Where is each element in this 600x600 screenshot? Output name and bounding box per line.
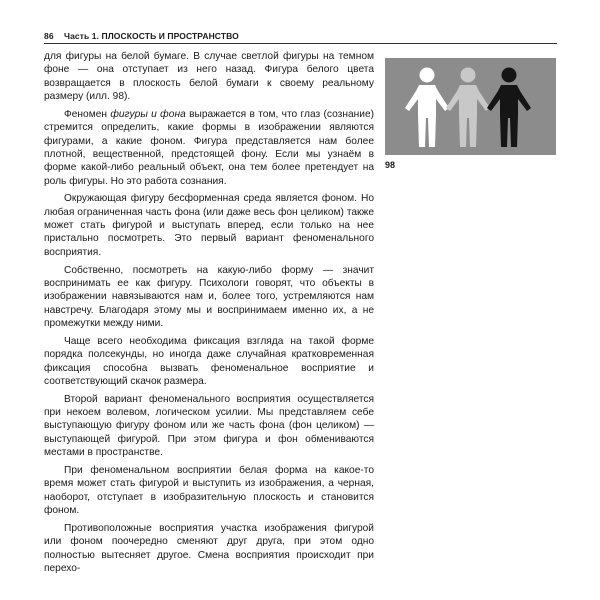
paragraph-2	[44, 108, 374, 188]
body-text	[44, 50, 374, 575]
running-header	[44, 31, 556, 43]
figures-svg	[385, 58, 556, 155]
figure-caption: 98	[385, 160, 396, 170]
paragraph-2-rest: выражается в том, что глаз (сознание) стремится определить, какие формы в изображении являются фигурами, а какие фоном. Фигура представляется нам более плотной, вещественной, предстоящей фону. Если мы узнаём в форме какой-либо реальный объект, она тем более претендует на роль фигуры. Но это работа сознания.	[44, 108, 374, 187]
paragraph-4: Собственно, посмотреть на какую-либо форму — значит воспринимать ее как фигуру. Психологи говорят, что объекты в изображении навязываются нам и, более того, устремляются нам навстречу. Благодаря этому мы и воспринимаем именно их, а не промежутки между ними.	[44, 264, 374, 330]
illustration-figure-ground	[385, 58, 556, 155]
paragraph-2-start: Феномен	[64, 108, 111, 120]
header-rule	[44, 43, 557, 44]
page-number: 86	[44, 31, 54, 41]
running-title: Часть 1. ПЛОСКОСТЬ И ПРОСТРАНСТВО	[64, 31, 239, 41]
paragraph-2-emphasis: фигуры и фона	[110, 108, 186, 120]
paragraph-8: Противоположные восприятия участка изображения фигурой или фоном поочередно сменяют друг друга, при этом одно полностью вытесняет другое. Смена восприятия происходит при перехо-	[44, 522, 374, 574]
paragraph-7: При феноменальном восприятии белая форма на какое-то время может стать фигурой и выступить из изображения, а черная, наоборот, отступает в изобразительную плоскость и становится фоном.	[44, 464, 374, 516]
paragraph-6: Второй вариант феноменального восприятия осуществляется при некоем волевом, логическом усилии. Мы представляем себе выступающую фигуру фоном или же часть фона (фон целиком) — выступающей фигурой. При этом фигура и фон обмениваются местами в пространстве.	[44, 393, 374, 459]
paragraph-3: Окружающая фигуру бесформенная среда является фоном. Но любая ограниченная часть фона (или даже весь фон целиком) также может стать фигурой и выступать вперед, если только на нее пристально посмотреть. Это первый вариант феноменального восприятия.	[44, 193, 374, 258]
paragraph-5: Чаще всего необходима фиксация взгляда на такой форме порядка полсекунды, но иногда даже случайная кратковременная фиксация способна вызвать феноменальное восприятие и соответствующий скачок размера.	[44, 335, 374, 387]
paragraph-1: для фигуры на белой бумаге. В случае светлой фигуры на темном фоне — она отступает из него назад. Фигура белого цвета возвращается в плоскость белой бумаги к своему реальному размеру (илл. 98).	[44, 51, 374, 103]
